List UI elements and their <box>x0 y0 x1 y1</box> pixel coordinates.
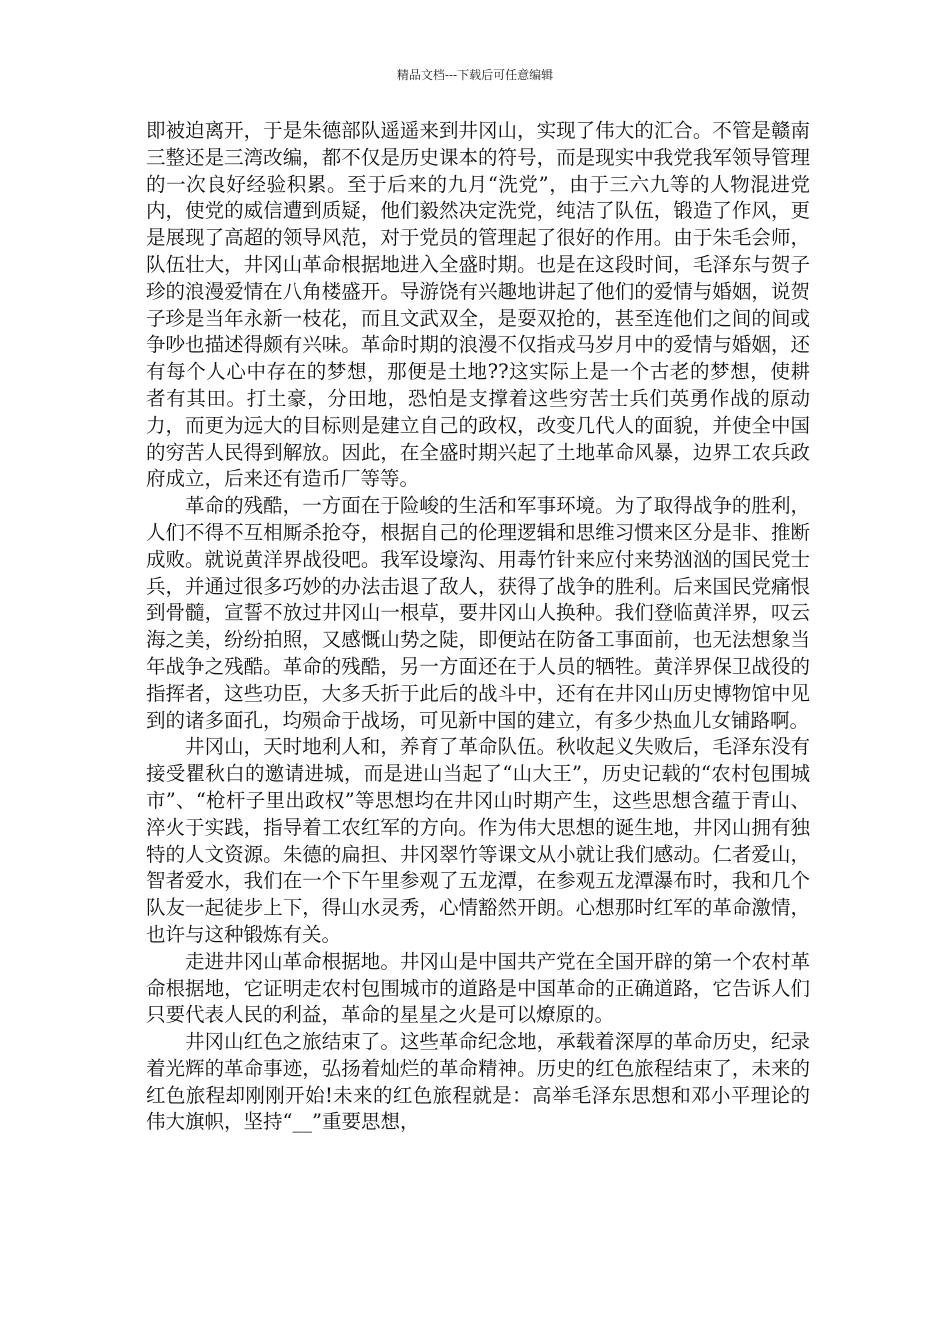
document-body <box>146 118 810 1136</box>
paragraph-2: 革命的残酷，一方面在于险峻的生活和军事环境。为了取得战争的胜利，人们不得不互相厮杀抢夺，根据自己的伦理逻辑和思维习惯来区分是非、推断成败。就说黄洋界战役吧。我军设壕沟、用毒竹针来应付来势汹汹的国民党士兵，并通过很多巧妙的办法击退了敌人，获得了战争的胜利。后来国民党痛恨到骨髓，宣誓不放过井冈山一根草，要井冈山人换种。我们登临黄洋界，叹云海之美，纷纷拍照，又感慨山势之陡，即便站在防备工事面前，也无法想象当年战争之残酷。革命的残酷，另一方面还在于人员的牺牲。黄洋界保卫战役的指挥者，这些功臣，大多夭折于此后的战斗中，还有在井冈山历史博物馆中见到的诸多面孔，均殒命于战场，可见新中国的建立，有多少热血儿女铺路啊。 <box>146 494 810 732</box>
paragraph-5: 井冈山红色之旅结束了。这些革命纪念地，承载着深厚的革命历史，纪录着光辉的革命事迹，弘扬着灿烂的革命精神。历史的红色旅程结束了，未来的红色旅程却刚刚开始!未来的红色旅程就是：高举毛泽东思想和邓小平理论的伟大旗帜，坚持“__”重要思想， <box>146 1030 810 1134</box>
paragraph-1: 即被迫离开，于是朱德部队遥遥来到井冈山，实现了伟大的汇合。不管是赣南三整还是三湾改编，都不仅是历史课本的符号，而是现实中我党我军领导管理的一次良好经验积累。至于后来的九月“洗党”，由于三六九等的人物混进党内，使党的威信遭到质疑，他们毅然决定洗党，纯洁了队伍，锻造了作风，更是展现了高超的领导风范，对于党员的管理起了很好的作用。由于朱毛会师，队伍壮大，井冈山革命根据地进入全盛时期。也是在这段时间，毛泽东与贺子珍的浪漫爱情在八角楼盛开。导游饶有兴趣地讲起了他们的爱情与婚姻，说贺子珍是当年永新一枝花，而且文武双全，是耍双抢的，甚至连他们之间的间或争吵也描述得颇有兴味。革命时期的浪漫不仅指戎马岁月中的爱情与婚姻，还有每个人心中存在的梦想，那便是土地??这实际上是一个古老的梦想，使耕者有其田。打土豪，分田地，恐怕是支撑着这些穷苦士兵们英勇作战的原动力，而更为远大的目标则是建立自己的政权，改变几代人的面貌，并使全中国的穷苦人民得到解放。因此，在全盛时期兴起了土地革命风暴，边界工农兵政府成立，后来还有造币厂等等。 <box>146 119 810 491</box>
paragraph-4: 走进井冈山革命根据地。井冈山是中国共产党在全国开辟的第一个农村革命根据地，它证明走农村包围城市的道路是中国革命的正确道路，它告诉人们只要代表人民的利益，革命的星星之火是可以燎原的。 <box>146 949 810 1027</box>
page-header: 精品文档---下载后可任意编辑 <box>396 68 554 82</box>
paragraph-3: 井冈山，天时地利人和，养育了革命队伍。秋收起义失败后，毛泽东没有接受瞿秋白的邀请进城，而是进山当起了“山大王”，历史记载的“农村包围城市”、“枪杆子里出政权”等思想均在井冈山时期产生，这些思想含蕴于青山、淬火于实践，指导着工农红军的方向。作为伟大思想的诞生地，井冈山拥有独特的人文资源。朱德的扁担、井冈翠竹等课文从小就让我们感动。仁者爱山，智者爱水，我们在一个下午里参观了五龙潭，在参观五龙潭瀑布时，我和几个队友一起徒步上下，得山水灵秀，心情豁然开朗。心想那时红军的革命激情，也许与这种锻炼有关。 <box>146 735 810 946</box>
